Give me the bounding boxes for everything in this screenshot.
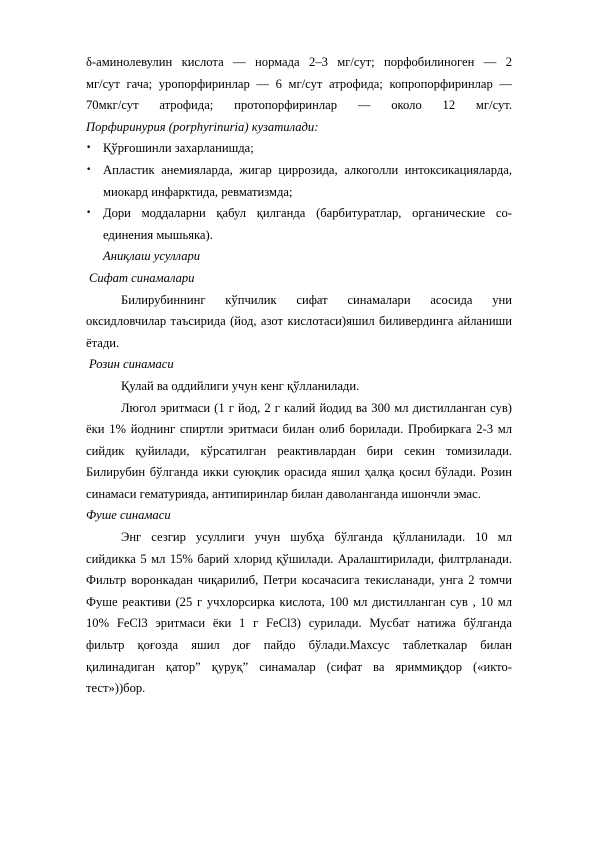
section-heading: Розин синамаси — [89, 357, 174, 372]
text-line: қилинадиган қатор” қуруқ” синамалар (сифат ва яриммиқдор («икто- — [86, 659, 512, 674]
bullet-icon: • — [86, 143, 92, 154]
text-line: ётади. — [86, 335, 120, 350]
bullet-text: Қўрғошинли захарланишда; — [103, 141, 254, 156]
bullet-icon: • — [86, 208, 92, 219]
bullet-continuation: миокард инфарктида, ревматизмда; — [103, 184, 293, 199]
section-heading: Сифат синамалари — [89, 270, 195, 285]
paragraph-first-line: Қулай ва оддийлиги учун кенг қўлланилади. — [121, 378, 360, 393]
bullet-text: Дори моддаларни қабул қилганда (барбитуратлар, органические со- — [103, 206, 512, 221]
bullet-item — [86, 160, 512, 182]
paragraph-first-line: Энг сезгир усуллиги учун шубҳа бўлганда қўлланилади. 10 мл — [121, 530, 512, 545]
bullet-item — [86, 203, 512, 225]
text-line: Билирубин бўлганда икки суюқлик орасида яшил ҳалқа қосил бўлади. Розин — [86, 465, 512, 480]
text-line: 10% FeCl3 эритмаси ёки 1 г FeCl3) сурилади. Мусбат натижа бўлганда — [86, 616, 512, 631]
text-line: фильтр қоғозда яшил доғ пайдо бўлади.Махсус таблеткалар билан — [86, 638, 512, 653]
section-heading: Аниқлаш усуллари — [103, 249, 201, 264]
bullet-continuation: единения мышьяка). — [103, 227, 213, 242]
bullet-text: Апластик анемияларда, жигар циррозида, алкоголли интоксикацияларда, — [103, 162, 512, 177]
text-line: мг/сут гача; уропорфиринлар — 6 мг/сут атрофида; копропорфиринлар — — [86, 76, 512, 91]
porphyrinuria-heading: Порфиринурия (porphyrinuria) кузатилади: — [86, 119, 319, 134]
text-line: ёки 1% йоднинг спиртли эритмаси билан олиб борилади. Пробиркага 2-3 мл — [86, 422, 512, 437]
paragraph-first-line: Билирубиннинг кўпчилик сифат синамалари асосида уни — [121, 292, 512, 307]
paragraph-first-line: Люгол эритмаси (1 г йод, 2 г калий йодид ва 300 мл дистилланган сув) — [121, 400, 512, 415]
text-line: Фуше реактиви (25 г учхлорсирка кислота, 100 мл дистилланган сув , 10 мл — [86, 594, 512, 609]
text-line: синамаси гематурияда, антипиринлар билан даволанганда ишончли эмас. — [86, 486, 481, 501]
text-line: сийдик қуйилади, кўрсатилган реактивлардан бири секин томизилади. — [86, 443, 512, 458]
text-line: 70мкг/сут атрофида; протопорфиринлар — около 12 мг/сут. — [86, 98, 512, 113]
text-line: сийдикка 5 мл 15% барий хлорид қўшилади. Аралаштирилади, филтрланади. — [86, 551, 512, 566]
text-line: Фильтр воронкадан чиқарилиб, Петри косачасига текисланади, унга 2 томчи — [86, 573, 512, 588]
section-heading: Фуше синамаси — [86, 508, 171, 523]
text-line: δ-аминолевулин кислота — нормада 2–3 мг/сут; порфобилиноген — 2 — [86, 55, 512, 69]
document-page — [86, 52, 512, 700]
bullet-icon: • — [86, 164, 92, 175]
text-line: тест»))бор. — [86, 681, 146, 696]
text-line: оксидловчилар таъсирида (йод, азот кислотаси)яшил биливердинга айланиши — [86, 314, 512, 329]
bullet-item — [86, 138, 512, 160]
